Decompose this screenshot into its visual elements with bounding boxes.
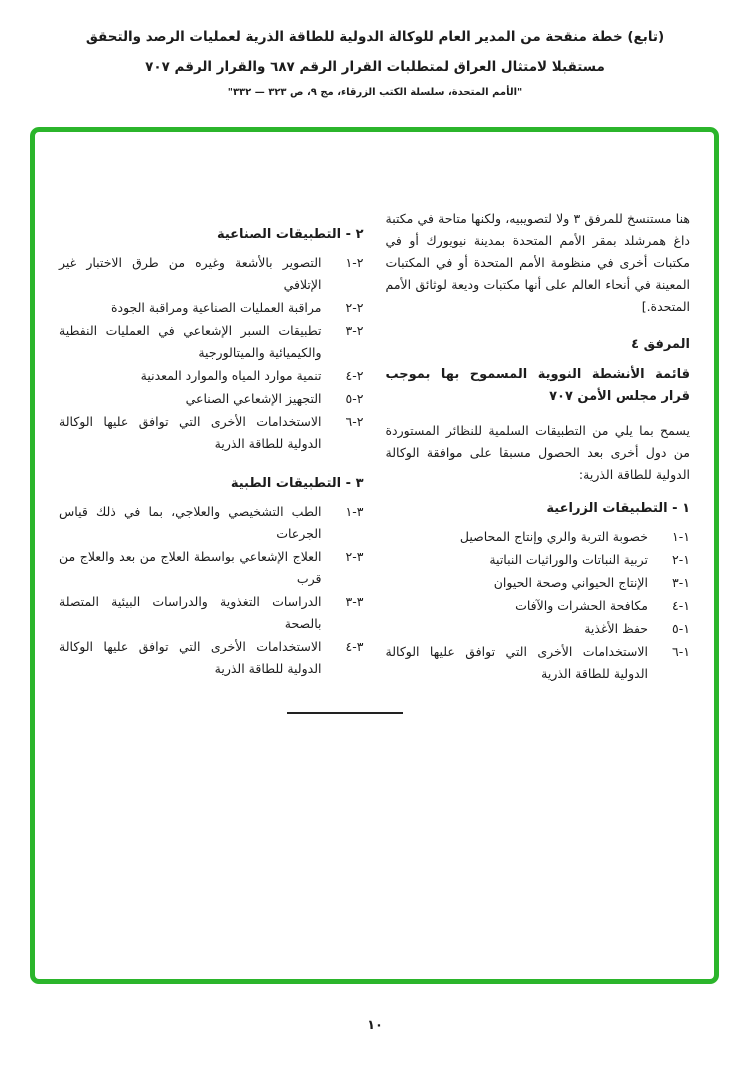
list-item [59,297,364,319]
list-item [386,526,691,548]
list-item [59,591,364,635]
item-number: ٣-٣ [345,594,364,609]
section-heading-medical: ٣ - التطبيقات الطبية [230,476,364,491]
section-heading-agricultural: ١ - التطبيقات الزراعية [546,501,690,516]
annex-label: المرفق ٤ [631,337,690,352]
item-text: تربية النباتات والوراثيات النباتية [489,552,648,567]
list-item [386,618,691,640]
list-item [59,636,364,680]
list-item [59,320,364,364]
list-item [59,546,364,590]
column-right [386,208,691,686]
item-number: ١-٦ [672,644,690,659]
green-annotation-frame [30,127,719,984]
item-number: ١-٢ [672,552,690,567]
header-title-line-2: مستقبلا لامتثال العراق لمتطلبات القرار الرقم ٦٨٧ والقرار الرقم ٧٠٧ [145,59,605,75]
item-number: ٣-٤ [345,639,364,654]
item-number: ١-٤ [672,598,690,613]
item-text: مكافحة الحشرات والآفات [515,598,648,613]
item-text: خصوبة التربة والري وإنتاج المحاصيل [459,529,648,544]
list-item [386,549,691,571]
list-item [59,411,364,455]
item-text: الطب التشخيصي والعلاجي، بما في ذلك قياس الجرعات [59,504,322,541]
item-number: ١-١ [672,529,690,544]
page-header [0,0,750,98]
item-text: التجهيز الإشعاعي الصناعي [185,391,322,406]
page-number: ١٠ [367,1018,383,1033]
item-text: تنمية موارد المياه والموارد المعدنية [140,368,322,383]
item-text: الاستخدامات الأخرى التي توافق عليها الوكالة الدولية للطاقة الذرية [385,644,648,681]
item-text: تطبيقات السبر الإشعاعي في العمليات النفطية والكيميائية والميتالورجية [59,323,322,360]
list-item [386,595,691,617]
item-number: ٢-٣ [345,323,364,338]
item-text: التصوير بالأشعة وغيره من طرق الاختبار غير الإتلافي [59,255,322,292]
item-text: مراقبة العمليات الصناعية ومراقبة الجودة [110,300,322,315]
section-heading-industrial: ٢ - التطبيقات الصناعية [216,227,364,242]
item-number: ٢-٤ [345,368,364,383]
item-text: حفظ الأغذية [584,621,648,636]
two-column-layout [59,208,690,686]
header-title-line-1: (تابع) خطة منقحة من المدير العام للوكالة الدولية للطاقة الذرية لعمليات الرصد والتحقق [85,29,665,45]
item-number: ٢-١ [345,255,364,270]
item-number: ٢-٥ [345,391,364,406]
list-item [59,365,364,387]
item-text: الاستخدامات الأخرى التي توافق عليها الوكالة الدولية للطاقة الذرية [59,414,322,451]
list-item [386,572,691,594]
item-number: ١-٣ [672,575,690,590]
item-number: ١-٥ [672,621,690,636]
divider-rule [287,712,403,714]
column-left [59,208,364,686]
header-source-line: "الأمم المتحدة، سلسلة الكتب الزرقاء، مج ٩، ص ٣٢٣ — ٣٣٢" [227,87,523,98]
item-number: ٢-٦ [345,414,364,429]
item-text: الاستخدامات الأخرى التي توافق عليها الوكالة الدولية للطاقة الذرية [59,639,322,676]
list-item [59,252,364,296]
frame-content [35,132,714,714]
annex-intro-paragraph: يسمح بما يلي من التطبيقات السلمية للنظائر المستوردة من دول أخرى بعد الحصول مسبقا على موافقة الوكالة الدولية للطاقة الذرية: [385,423,690,482]
item-text: العلاج الإشعاعي بواسطة العلاج من بعد والعلاج من قرب [59,549,322,586]
item-text: الدراسات التغذوية والدراسات البيئية المتصلة بالصحة [59,594,322,631]
continuation-paragraph: هنا مستنسخ للمرفق ٣ ولا لتصويبيه، ولكنها متاحة في مكتبة داغ همرشلد بمقر الأمم المتحدة بمدينة نيويورك أو في مكتبات أخرى في منظومة الأمم المتحدة أو في المكتبات المعينة في أنحاء العالم على أنها مكتبات وديعة لوثائق الأمم المتحدة.] [385,211,690,314]
item-number: ٢-٢ [345,300,364,315]
list-item [386,641,691,685]
list-item [59,388,364,410]
item-number: ٣-١ [345,504,364,519]
item-number: ٣-٢ [345,549,364,564]
item-text: الإنتاج الحيواني وصحة الحيوان [493,575,648,590]
annex-title: قائمة الأنشطة النووية المسموح بها بموجب قرار مجلس الأمن ٧٠٧ [385,367,690,404]
list-item [59,501,364,545]
